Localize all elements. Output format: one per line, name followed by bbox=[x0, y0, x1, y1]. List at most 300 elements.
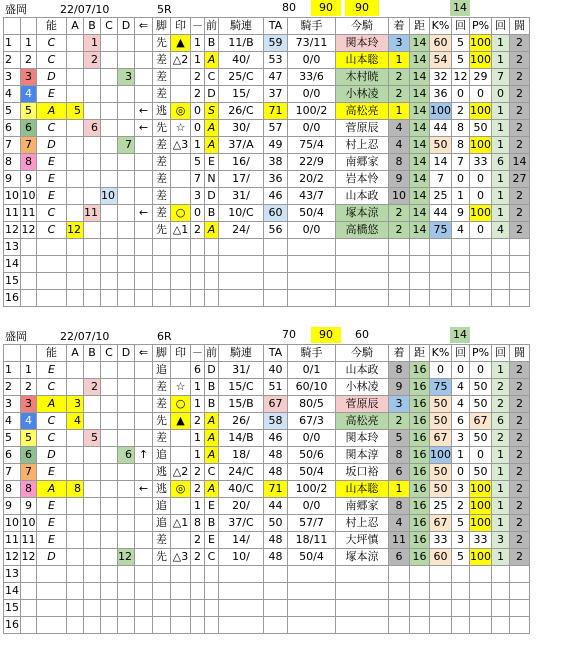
table-cell bbox=[101, 205, 118, 222]
table-cell: 菅原辰 bbox=[336, 396, 389, 413]
table-cell: 2 bbox=[452, 103, 470, 120]
table-cell: 7 bbox=[430, 171, 452, 188]
table-cell bbox=[510, 273, 530, 290]
table-cell: 8 bbox=[21, 481, 37, 498]
table-cell bbox=[430, 617, 452, 634]
table-cell: 2 bbox=[510, 52, 530, 69]
table-cell: 50/4 bbox=[288, 549, 336, 566]
table-cell: 7 bbox=[118, 137, 135, 154]
table-cell: 47 bbox=[264, 69, 288, 86]
table-cell: 0 bbox=[470, 86, 492, 103]
table-cell bbox=[219, 566, 264, 583]
table-cell bbox=[101, 171, 118, 188]
table-cell: ▲ bbox=[171, 35, 191, 52]
table-cell: C bbox=[37, 52, 67, 69]
table-cell: 33 bbox=[470, 154, 492, 171]
table-cell: 11 bbox=[389, 532, 410, 549]
table-cell bbox=[389, 273, 410, 290]
table-cell bbox=[101, 103, 118, 120]
table-cell: 8 bbox=[4, 154, 21, 171]
table-cell: 2 bbox=[510, 222, 530, 239]
table-cell: 1 bbox=[492, 362, 510, 379]
table-cell bbox=[101, 290, 118, 307]
table-cell: 67 bbox=[430, 515, 452, 532]
table-cell: E bbox=[37, 154, 67, 171]
column-header: TA bbox=[264, 345, 288, 362]
table-cell: 10 bbox=[101, 188, 118, 205]
table-cell: 16 bbox=[410, 396, 430, 413]
table-cell bbox=[101, 362, 118, 379]
table-cell bbox=[67, 549, 84, 566]
table-cell: E bbox=[37, 498, 67, 515]
table-cell: C bbox=[37, 35, 67, 52]
table-cell: 100 bbox=[470, 205, 492, 222]
column-header: － bbox=[191, 345, 205, 362]
table-cell bbox=[153, 617, 171, 634]
table-cell: 20/ bbox=[219, 498, 264, 515]
table-row bbox=[4, 413, 530, 430]
table-cell bbox=[288, 256, 336, 273]
table-cell bbox=[135, 617, 153, 634]
table-cell: 100 bbox=[470, 137, 492, 154]
table-cell: 58 bbox=[264, 413, 288, 430]
table-cell bbox=[452, 617, 470, 634]
table-cell bbox=[67, 171, 84, 188]
table-cell: 100 bbox=[430, 447, 452, 464]
table-cell bbox=[21, 583, 37, 600]
table-cell: 100 bbox=[470, 481, 492, 498]
table-cell bbox=[410, 600, 430, 617]
table-cell bbox=[219, 600, 264, 617]
table-cell: 木村暁 bbox=[336, 69, 389, 86]
table-cell: 16 bbox=[410, 481, 430, 498]
table-cell: 4 bbox=[389, 120, 410, 137]
table-cell: 山本政 bbox=[336, 188, 389, 205]
venue-label: 盛岡 bbox=[5, 330, 27, 343]
table-cell bbox=[101, 515, 118, 532]
table-cell: 3 bbox=[21, 69, 37, 86]
table-cell bbox=[288, 273, 336, 290]
table-cell bbox=[118, 120, 135, 137]
table-cell bbox=[67, 498, 84, 515]
table-cell bbox=[470, 290, 492, 307]
table-cell bbox=[84, 583, 101, 600]
table-cell: C bbox=[37, 430, 67, 447]
table-cell: B bbox=[205, 396, 219, 413]
table-cell: 15 bbox=[4, 273, 21, 290]
column-header: P% bbox=[470, 345, 492, 362]
table-cell: 59 bbox=[264, 35, 288, 52]
column-header: 前 bbox=[205, 18, 219, 35]
table-cell bbox=[430, 239, 452, 256]
table-cell: 0/0 bbox=[288, 222, 336, 239]
table-cell: 6 bbox=[4, 120, 21, 137]
table-cell bbox=[135, 583, 153, 600]
table-cell: 6 bbox=[191, 362, 205, 379]
table-cell: 5 bbox=[4, 103, 21, 120]
table-cell bbox=[67, 430, 84, 447]
table-cell: 3 bbox=[118, 69, 135, 86]
table-cell: D bbox=[37, 137, 67, 154]
table-cell: 1 bbox=[492, 464, 510, 481]
column-header: A bbox=[67, 18, 84, 35]
table-cell: 2 bbox=[191, 481, 205, 498]
table-cell: 1 bbox=[492, 481, 510, 498]
table-cell: 37/A bbox=[219, 137, 264, 154]
table-cell bbox=[171, 617, 191, 634]
table-cell: N bbox=[205, 171, 219, 188]
table-cell bbox=[492, 256, 510, 273]
table-cell bbox=[118, 498, 135, 515]
table-cell bbox=[135, 600, 153, 617]
table-cell bbox=[84, 239, 101, 256]
table-cell: 9 bbox=[4, 171, 21, 188]
table-cell: 53 bbox=[264, 52, 288, 69]
table-cell: 差 bbox=[153, 532, 171, 549]
table-cell bbox=[510, 239, 530, 256]
table-cell bbox=[205, 273, 219, 290]
table-cell: 0 bbox=[191, 205, 205, 222]
table-cell: 14 bbox=[4, 256, 21, 273]
table-cell: 44 bbox=[430, 120, 452, 137]
table-cell: 40 bbox=[264, 362, 288, 379]
table-cell: 40/C bbox=[219, 481, 264, 498]
table-cell: B bbox=[205, 205, 219, 222]
table-cell: ◎ bbox=[171, 103, 191, 120]
header-blank bbox=[21, 345, 37, 362]
table-cell: 33 bbox=[430, 532, 452, 549]
table-cell: 1 bbox=[492, 35, 510, 52]
table-cell: 30/ bbox=[219, 120, 264, 137]
table-cell bbox=[84, 103, 101, 120]
table-cell: 1 bbox=[492, 549, 510, 566]
table-cell: 8 bbox=[452, 137, 470, 154]
table-cell bbox=[67, 379, 84, 396]
table-cell: A bbox=[37, 481, 67, 498]
table-cell: C bbox=[37, 413, 67, 430]
table-cell bbox=[219, 617, 264, 634]
table-cell: C bbox=[37, 120, 67, 137]
table-cell: 50/4 bbox=[288, 464, 336, 481]
table-cell bbox=[219, 583, 264, 600]
table-cell: 1 bbox=[492, 498, 510, 515]
table-cell bbox=[264, 239, 288, 256]
table-cell bbox=[84, 447, 101, 464]
table-cell bbox=[101, 120, 118, 137]
table-cell bbox=[135, 549, 153, 566]
table-cell bbox=[430, 566, 452, 583]
table-cell: 48 bbox=[264, 447, 288, 464]
table-cell: A bbox=[205, 481, 219, 498]
table-cell bbox=[264, 617, 288, 634]
table-cell: 山本聡 bbox=[336, 52, 389, 69]
table-cell bbox=[171, 256, 191, 273]
table-cell bbox=[118, 515, 135, 532]
table-cell bbox=[67, 86, 84, 103]
table-cell bbox=[410, 290, 430, 307]
table-cell: 0 bbox=[470, 171, 492, 188]
table-cell: 75 bbox=[430, 379, 452, 396]
table-cell: 50 bbox=[430, 481, 452, 498]
table-cell: 11 bbox=[84, 205, 101, 222]
table-cell: 0 bbox=[470, 188, 492, 205]
table-cell bbox=[135, 222, 153, 239]
table-cell: ↑ bbox=[135, 447, 153, 464]
table-row bbox=[4, 566, 530, 583]
table-cell bbox=[118, 413, 135, 430]
table-cell: 29 bbox=[470, 69, 492, 86]
table-row bbox=[4, 549, 530, 566]
table-cell bbox=[288, 239, 336, 256]
table-cell: 岩本怜 bbox=[336, 171, 389, 188]
table-cell: 0/1 bbox=[288, 362, 336, 379]
table-cell: 4 bbox=[452, 379, 470, 396]
table-cell bbox=[101, 86, 118, 103]
table-cell: 2 bbox=[389, 69, 410, 86]
table-cell bbox=[135, 532, 153, 549]
table-cell: 43/7 bbox=[288, 188, 336, 205]
table-cell bbox=[21, 273, 37, 290]
column-header: 回 bbox=[492, 345, 510, 362]
table-cell: 5 bbox=[389, 430, 410, 447]
table-cell bbox=[205, 600, 219, 617]
table-cell: 0 bbox=[191, 103, 205, 120]
table-cell bbox=[492, 290, 510, 307]
table-cell: 8 bbox=[191, 515, 205, 532]
table-cell: 1 bbox=[191, 35, 205, 52]
table-cell: 0 bbox=[452, 171, 470, 188]
table-cell bbox=[118, 239, 135, 256]
table-cell: D bbox=[205, 188, 219, 205]
table-row bbox=[4, 515, 530, 532]
table-cell: 11 bbox=[21, 532, 37, 549]
table-cell: 小林凌 bbox=[336, 86, 389, 103]
table-cell: B bbox=[205, 35, 219, 52]
table-cell bbox=[510, 566, 530, 583]
table-cell bbox=[84, 188, 101, 205]
column-header: A bbox=[67, 345, 84, 362]
top-value-1: 70 bbox=[282, 328, 296, 341]
table-cell bbox=[118, 617, 135, 634]
table-cell bbox=[101, 600, 118, 617]
table-cell bbox=[288, 583, 336, 600]
column-header: 前 bbox=[205, 345, 219, 362]
table-cell: 差 bbox=[153, 188, 171, 205]
table-row bbox=[4, 464, 530, 481]
table-cell: 4 bbox=[4, 86, 21, 103]
table-cell: 4 bbox=[389, 515, 410, 532]
table-cell: 2 bbox=[389, 205, 410, 222]
table-cell bbox=[118, 103, 135, 120]
table-cell: 0 bbox=[470, 222, 492, 239]
table-cell bbox=[171, 171, 191, 188]
table-cell: 差 bbox=[153, 379, 171, 396]
table-cell: 4 bbox=[21, 413, 37, 430]
table-cell bbox=[84, 498, 101, 515]
table-row bbox=[4, 35, 530, 52]
table-cell: △2 bbox=[171, 464, 191, 481]
table-row bbox=[4, 481, 530, 498]
table-cell: B bbox=[205, 379, 219, 396]
column-header: 脚 bbox=[153, 18, 171, 35]
table-cell bbox=[264, 273, 288, 290]
table-cell: 36 bbox=[430, 86, 452, 103]
column-header: 距 bbox=[410, 18, 430, 35]
table-cell: 南郷家 bbox=[336, 154, 389, 171]
table-cell: 2 bbox=[510, 103, 530, 120]
header-blank bbox=[4, 18, 21, 35]
table-cell: 44 bbox=[264, 498, 288, 515]
table-cell: A bbox=[37, 396, 67, 413]
table-cell bbox=[118, 35, 135, 52]
table-cell: A bbox=[205, 120, 219, 137]
table-cell: 80/5 bbox=[288, 396, 336, 413]
table-cell bbox=[153, 600, 171, 617]
table-cell bbox=[191, 583, 205, 600]
table-cell: 56 bbox=[264, 222, 288, 239]
table-cell: 100/2 bbox=[288, 481, 336, 498]
table-cell bbox=[37, 290, 67, 307]
table-cell: 0/0 bbox=[288, 86, 336, 103]
column-header: C bbox=[101, 345, 118, 362]
table-cell: 2 bbox=[84, 52, 101, 69]
table-cell: 16 bbox=[410, 498, 430, 515]
table-cell bbox=[410, 273, 430, 290]
table-cell: D bbox=[37, 447, 67, 464]
table-cell: 14 bbox=[410, 222, 430, 239]
table-cell bbox=[389, 583, 410, 600]
table-cell: 2 bbox=[510, 413, 530, 430]
table-cell: 40/ bbox=[219, 52, 264, 69]
table-cell: 2 bbox=[510, 86, 530, 103]
table-cell bbox=[153, 239, 171, 256]
table-cell bbox=[171, 532, 191, 549]
table-cell: 8 bbox=[67, 481, 84, 498]
table-cell bbox=[171, 290, 191, 307]
table-cell: 49 bbox=[264, 137, 288, 154]
table-cell: 8 bbox=[389, 154, 410, 171]
table-cell bbox=[205, 617, 219, 634]
table-cell bbox=[264, 566, 288, 583]
table-cell bbox=[191, 256, 205, 273]
table-cell: ← bbox=[135, 481, 153, 498]
table-cell: ○ bbox=[171, 396, 191, 413]
table-cell bbox=[101, 498, 118, 515]
table-cell: 100 bbox=[470, 515, 492, 532]
table-cell: 17/ bbox=[219, 171, 264, 188]
table-cell: 菅原辰 bbox=[336, 120, 389, 137]
venue-label: 盛岡 bbox=[5, 3, 27, 16]
table-cell: 2 bbox=[21, 379, 37, 396]
table-cell: 5 bbox=[21, 103, 37, 120]
table-cell: 26/C bbox=[219, 103, 264, 120]
table-cell: 高松亮 bbox=[336, 413, 389, 430]
table-cell: D bbox=[37, 549, 67, 566]
table-cell: 4 bbox=[452, 396, 470, 413]
table-cell: 11 bbox=[4, 205, 21, 222]
table-cell bbox=[101, 430, 118, 447]
table-cell: 11 bbox=[21, 205, 37, 222]
table-cell: 7 bbox=[21, 464, 37, 481]
table-cell: 16 bbox=[410, 464, 430, 481]
table-cell: 差 bbox=[153, 396, 171, 413]
table-cell: 18/11 bbox=[288, 532, 336, 549]
table-cell: 5 bbox=[452, 52, 470, 69]
table-cell: 5 bbox=[67, 103, 84, 120]
table-cell: 6 bbox=[389, 549, 410, 566]
table-cell bbox=[510, 617, 530, 634]
table-cell: 12 bbox=[4, 549, 21, 566]
table-cell: 8 bbox=[4, 481, 21, 498]
table-cell bbox=[389, 290, 410, 307]
table-cell bbox=[84, 515, 101, 532]
table-cell: C bbox=[205, 464, 219, 481]
table-cell bbox=[101, 566, 118, 583]
table-cell: 2 bbox=[510, 464, 530, 481]
table-cell bbox=[67, 447, 84, 464]
table-cell: 2 bbox=[510, 515, 530, 532]
table-cell: 9 bbox=[21, 171, 37, 188]
table-cell bbox=[470, 273, 492, 290]
table-cell bbox=[452, 256, 470, 273]
table-cell: 0 bbox=[452, 464, 470, 481]
table-row bbox=[4, 362, 530, 379]
table-cell: 10/C bbox=[219, 205, 264, 222]
table-cell: 36 bbox=[264, 171, 288, 188]
table-cell: 4 bbox=[4, 413, 21, 430]
table-cell: 1 bbox=[492, 205, 510, 222]
table-cell bbox=[21, 239, 37, 256]
table-cell bbox=[101, 52, 118, 69]
table-cell: 48 bbox=[264, 532, 288, 549]
table-cell bbox=[288, 617, 336, 634]
table-cell bbox=[452, 290, 470, 307]
table-cell: 10 bbox=[389, 188, 410, 205]
table-cell: 3 bbox=[452, 532, 470, 549]
table-cell bbox=[118, 430, 135, 447]
table-cell: 16/ bbox=[219, 154, 264, 171]
table-cell bbox=[118, 481, 135, 498]
table-cell bbox=[37, 583, 67, 600]
table-cell: 10 bbox=[4, 515, 21, 532]
table-cell bbox=[264, 600, 288, 617]
column-header: 回 bbox=[452, 18, 470, 35]
table-cell bbox=[135, 52, 153, 69]
table-cell bbox=[67, 205, 84, 222]
table-cell: 0 bbox=[452, 362, 470, 379]
table-cell bbox=[84, 396, 101, 413]
table-cell: 先 bbox=[153, 35, 171, 52]
table-cell bbox=[135, 413, 153, 430]
table-cell bbox=[118, 464, 135, 481]
table-cell: 0 bbox=[452, 86, 470, 103]
table-cell bbox=[84, 154, 101, 171]
table-cell: 1 bbox=[492, 137, 510, 154]
table-cell: 51 bbox=[264, 379, 288, 396]
table-cell bbox=[101, 396, 118, 413]
table-cell bbox=[171, 69, 191, 86]
table-cell: 5 bbox=[21, 430, 37, 447]
table-cell: 差 bbox=[153, 86, 171, 103]
table-cell bbox=[205, 239, 219, 256]
table-cell: 26/ bbox=[219, 413, 264, 430]
table-cell bbox=[118, 532, 135, 549]
table-cell: 16 bbox=[410, 515, 430, 532]
table-cell bbox=[205, 566, 219, 583]
table-cell bbox=[67, 256, 84, 273]
table-cell: △3 bbox=[171, 549, 191, 566]
table-cell: 2 bbox=[510, 498, 530, 515]
